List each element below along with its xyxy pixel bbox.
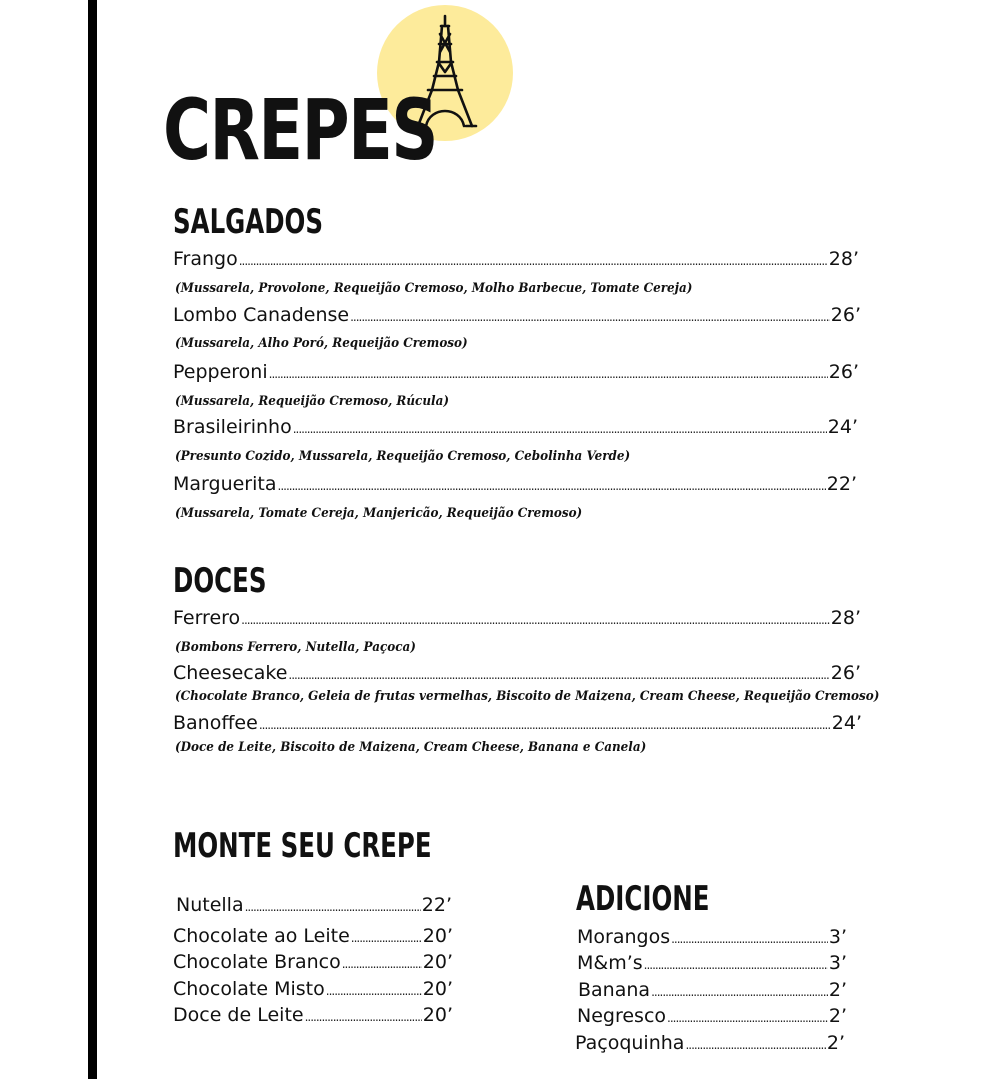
- item-description: (Bombons Ferrero, Nutella, Paçoca): [175, 640, 416, 655]
- leader-dots: [269, 362, 828, 386]
- menu-item-banoffee: [173, 711, 862, 737]
- item-price: 20’: [422, 951, 453, 973]
- item-price: 26’: [830, 304, 861, 326]
- item-name: Brasileirinho: [173, 416, 292, 438]
- item-description: (Mussarela, Requeijão Cremoso, Rúcula): [175, 394, 449, 409]
- leader-dots: [667, 1006, 828, 1030]
- menu-item-chocolate-misto: [173, 977, 453, 1003]
- item-name: Pepperoni: [173, 361, 268, 383]
- item-description: (Mussarela, Tomate Cereja, Manjericão, Requeijão Cremoso): [175, 506, 583, 521]
- addon-item-morangos: [577, 925, 847, 951]
- leader-dots: [326, 979, 422, 1003]
- section-heading-monte-seu-crepe: MONTE SEU CREPE: [173, 826, 432, 866]
- item-name: Chocolate ao Leite: [173, 925, 350, 947]
- item-name: Negresco: [577, 1005, 667, 1027]
- item-name: Banoffee: [173, 712, 258, 734]
- item-price: 28’: [830, 607, 861, 629]
- leader-dots: [278, 474, 826, 498]
- item-name: Ferrero: [173, 607, 241, 629]
- leader-dots: [245, 895, 421, 919]
- item-name: Chocolate Misto: [173, 978, 325, 1000]
- addon-item-mms: [577, 951, 847, 977]
- left-border-bar: [88, 0, 97, 1079]
- menu-item-frango: [173, 247, 859, 273]
- menu-item-pepperoni: [173, 360, 859, 386]
- item-name: Banana: [578, 979, 651, 1001]
- item-description: (Mussarela, Provolone, Requeijão Cremoso, Molho Barbecue, Tomate Cereja): [175, 281, 693, 296]
- menu-item-brasileirinho: [173, 415, 858, 441]
- item-price: 3’: [828, 926, 847, 948]
- page-title: CREPES: [163, 81, 437, 179]
- item-price: 20’: [422, 925, 453, 947]
- leader-dots: [293, 417, 827, 441]
- menu-item-ferrero: [173, 606, 861, 632]
- item-price: 26’: [828, 361, 859, 383]
- menu-item-cheesecake: [173, 661, 861, 687]
- item-price: 26’: [830, 662, 861, 684]
- item-price: 3’: [828, 952, 847, 974]
- item-price: 2’: [828, 1005, 847, 1027]
- leader-dots: [671, 927, 828, 951]
- item-name: Paçoquinha: [575, 1032, 685, 1054]
- leader-dots: [350, 305, 830, 329]
- menu-item-chocolate-ao-leite: [173, 924, 453, 950]
- item-name: Doce de Leite: [173, 1004, 304, 1026]
- leader-dots: [259, 713, 831, 737]
- item-price: 20’: [422, 1004, 453, 1026]
- item-name: Chocolate Branco: [173, 951, 341, 973]
- section-heading-doces: DOCES: [173, 561, 267, 601]
- item-price: 2’: [828, 979, 847, 1001]
- item-name: Cheesecake: [173, 662, 288, 684]
- item-name: Frango: [173, 248, 238, 270]
- item-price: 22’: [421, 894, 452, 916]
- item-description: (Mussarela, Alho Poró, Requeijão Cremoso): [175, 336, 468, 351]
- menu-item-doce-de-leite: [173, 1003, 453, 1029]
- item-price: 28’: [828, 248, 859, 270]
- leader-dots: [351, 926, 422, 950]
- addon-item-pacoquinha: [575, 1031, 845, 1057]
- item-name: M&m’s: [577, 952, 643, 974]
- menu-item-lombo-canadense: [173, 303, 861, 329]
- item-name: Lombo Canadense: [173, 304, 350, 326]
- item-price: 22’: [826, 473, 857, 495]
- item-description: (Presunto Cozido, Mussarela, Requeijão Cremoso, Cebolinha Verde): [175, 449, 631, 464]
- leader-dots: [288, 663, 829, 687]
- leader-dots: [241, 608, 830, 632]
- leader-dots: [305, 1005, 422, 1029]
- menu-item-nutella: [176, 893, 452, 919]
- section-heading-adicione: ADICIONE: [576, 879, 710, 919]
- item-name: Nutella: [176, 894, 244, 916]
- item-price: 24’: [831, 712, 862, 734]
- item-price: 2’: [826, 1032, 845, 1054]
- item-price: 20’: [422, 978, 453, 1000]
- menu-item-chocolate-branco: [173, 950, 453, 976]
- leader-dots: [342, 952, 422, 976]
- menu-item-marguerita: [173, 472, 857, 498]
- item-description: (Chocolate Branco, Geleia de frutas vermelhas, Biscoito de Maizena, Cream Cheese, Requeijão Cremoso): [175, 689, 880, 704]
- leader-dots: [239, 249, 828, 273]
- leader-dots: [685, 1033, 825, 1057]
- item-name: Marguerita: [173, 473, 277, 495]
- item-name: Morangos: [577, 926, 671, 948]
- item-description: (Doce de Leite, Biscoito de Maizena, Cream Cheese, Banana e Canela): [175, 740, 647, 755]
- addon-item-negresco: [577, 1004, 847, 1030]
- addon-item-banana: [578, 978, 847, 1004]
- section-heading-salgados: SALGADOS: [173, 202, 323, 242]
- item-price: 24’: [827, 416, 858, 438]
- leader-dots: [651, 980, 828, 1004]
- leader-dots: [644, 953, 828, 977]
